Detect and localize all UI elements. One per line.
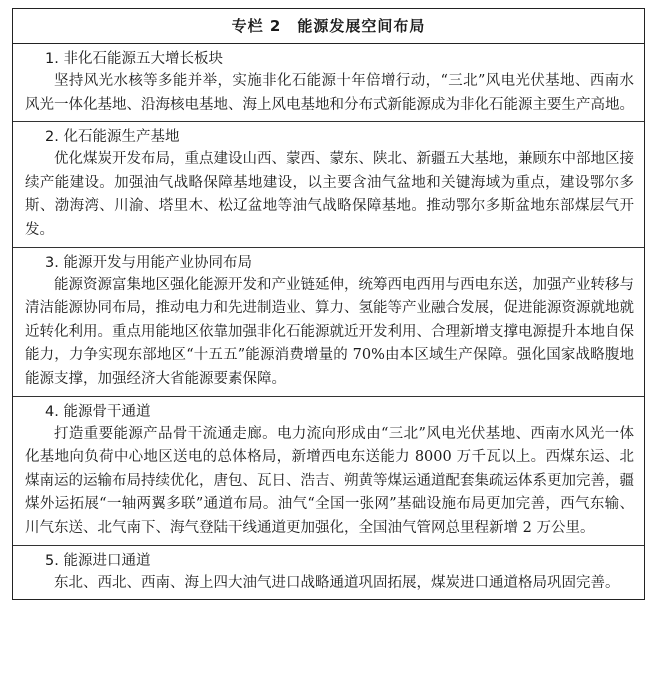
section-2 [13, 122, 644, 247]
section-body: 能源资源富集地区强化能源开发和产业链延伸，统筹西电西用与西电东送，加强产业转移与清洁能源协同布局，推动电力和先进制造业、算力、氢能等产业融合发展，促进能源资源就地就近转化利用。重点用能地区依靠加强非化石能源就近开发利用、合理新增支撑电源提升本地自保能力，力争实现东部地区“十五五”能源消费增量的 70%由本区域生产保障。强化国家战略腹地能源支撑，加强经济大省能源要素保障。 [25, 276, 634, 387]
section-body: 打造重要能源产品骨干流通走廊。电力流向形成由“三北”风电光伏基地、西南水风光一体化基地向负荷中心地区送电的总体格局，新增西电东送能力 8000 万千瓦以上。西煤东运、北煤南运的运输布局持续优化，唐包、瓦日、浩吉、朔黄等煤运通道配套集疏运体系更加完善，疆煤外运拓展“一轴两翼多联”通道布局。油气“全国一张网”基础设施布局更加完善，西气东输、川气东送、北气南下、海气登陆干线通道更加强化，全国油气管网总里程新增 2 万公里。 [25, 425, 634, 536]
section-3 [13, 248, 644, 397]
section-1 [13, 44, 644, 122]
column-box [12, 8, 645, 600]
section-heading: 4. 能源骨干通道 [45, 403, 151, 420]
section-heading: 3. 能源开发与用能产业协同布局 [45, 254, 252, 271]
section-heading: 1. 非化石能源五大增长板块 [45, 51, 223, 67]
section-5 [13, 546, 644, 600]
column-title: 专栏 2 能源发展空间布局 [13, 9, 644, 44]
section-4 [13, 397, 644, 546]
section-heading: 2. 化石能源生产基地 [45, 129, 180, 146]
section-body: 东北、西北、西南、海上四大油气进口战略通道巩固拓展，煤炭进口通道格局巩固完善。 [54, 574, 620, 591]
section-body: 优化煤炭开发布局，重点建设山西、蒙西、蒙东、陕北、新疆五大基地，兼顾东中部地区接续产能建设。加强油气战略保障基地建设，以主要含油气盆地和关键海域为重点，建设鄂尔多斯、渤海湾、川渝、塔里木、松辽盆地等油气战略保障基地。推动鄂尔多斯盆地东部煤层气开发。 [25, 151, 634, 238]
section-heading: 5. 能源进口通道 [45, 552, 151, 569]
section-body: 坚持风光水核等多能并举，实施非化石能源十年倍增行动，“三北”风电光伏基地、西南水风光一体化基地、沿海核电基地、海上风电基地和分布式新能源成为非化石能源主要生产高地。 [25, 73, 634, 113]
